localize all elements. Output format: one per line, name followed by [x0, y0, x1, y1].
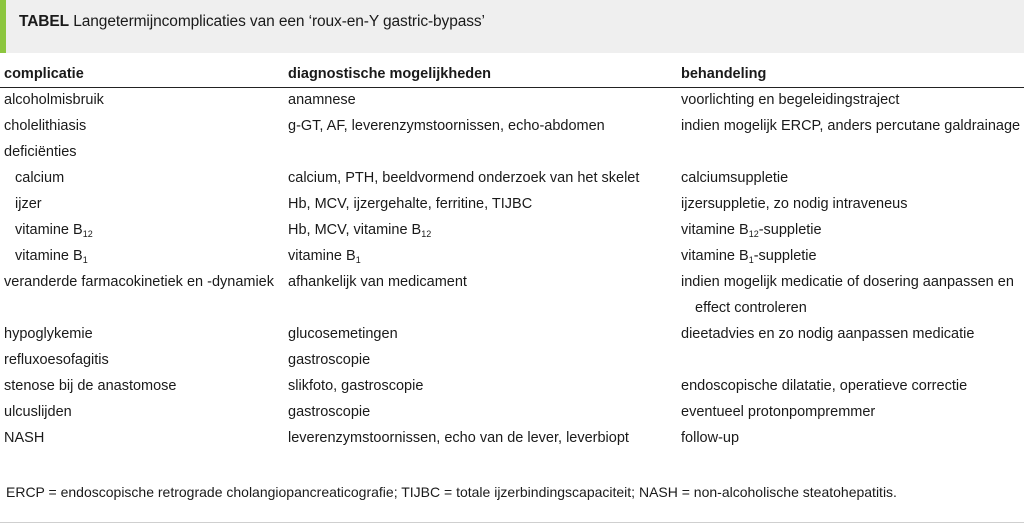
column-header-diagnostiek: diagnostische mogelijkheden [288, 66, 492, 82]
table-title-text: Langetermijncomplicaties van een ‘roux-en-Y gastric-bypass’ [73, 13, 485, 30]
row-diagnostics: calcium, PTH, beeldvormend onderzoek van het skelet [288, 170, 640, 186]
row-diagnostics: gastroscopie [288, 352, 371, 368]
row-complication: ulcuslijden [4, 404, 72, 420]
row-treatment: eventueel protonpompremmer [681, 404, 876, 420]
row-complication: stenose bij de anastomose [4, 378, 177, 394]
row-complication: calcium [15, 170, 65, 186]
row-treatment: follow-up [681, 430, 740, 446]
row-complication: ijzer [15, 196, 42, 212]
row-treatment: calciumsuppletie [681, 170, 789, 186]
row-treatment: vitamine $B_1$-suppletie [681, 248, 817, 265]
row-complication: veranderde farmacokinetiek en -dynamiek [4, 274, 274, 290]
row-diagnostics: gastroscopie [288, 404, 371, 420]
table-title [19, 13, 485, 31]
row-diagnostics: afhankelijk van medicament [288, 274, 467, 290]
row-complication: NASH [4, 430, 45, 446]
row-diagnostics: Hb, MCV, ijzergehalte, ferritine, TIJBC [288, 196, 533, 212]
row-complication: cholelithiasis [4, 118, 87, 134]
row-complication: refluxoesofagitis [4, 352, 109, 368]
bottom-divider [0, 522, 1024, 523]
row-diagnostics: vitamine $B_1$ [288, 248, 361, 265]
column-header-behandeling: behandeling [681, 66, 767, 82]
row-complication: hypoglykemie [4, 326, 93, 342]
row-diagnostics: g-GT, AF, leverenzymstoornissen, echo-abdomen [288, 118, 605, 134]
row-diagnostics: glucosemetingen [288, 326, 398, 342]
row-treatment: dieetadvies en zo nodig aanpassen medicatie [681, 326, 975, 342]
table-title-bar [0, 0, 1024, 53]
table-label: TABEL [19, 13, 70, 30]
row-treatment: voorlichting en begeleidingstraject [681, 92, 900, 108]
header-divider [0, 87, 1024, 88]
row-complication-group: deficiënties [4, 144, 77, 160]
row-diagnostics: slikfoto, gastroscopie [288, 378, 424, 394]
row-diagnostics: Hb, MCV, vitamine $B_{12}$ [288, 222, 432, 239]
row-diagnostics: leverenzymstoornissen, echo van de lever, leverbiopt [288, 430, 629, 446]
row-treatment: indien mogelijk ERCP, anders percutane galdrainage [681, 118, 1021, 134]
column-header-complicatie: complicatie [4, 66, 84, 82]
row-treatment-continued: effect controleren [695, 300, 807, 316]
row-treatment: indien mogelijk medicatie of dosering aanpassen en [681, 274, 1014, 290]
row-treatment: vitamine $B_{12}$-suppletie [681, 222, 822, 239]
row-complication: vitamine $B_{12}$ [15, 222, 93, 239]
row-treatment: endoscopische dilatatie, operatieve correctie [681, 378, 968, 394]
row-diagnostics: anamnese [288, 92, 356, 108]
row-treatment: ijzersuppletie, zo nodig intraveneus [681, 196, 908, 212]
row-complication: alcoholmisbruik [4, 92, 104, 108]
table-footnote: ERCP = endoscopische retrograde cholangiopancreaticografie; TIJBC = totale ijzerbindingscapaciteit; NASH = non-alcoholische steatohepatitis. [6, 484, 897, 500]
row-complication: vitamine $B_1$ [15, 248, 88, 265]
